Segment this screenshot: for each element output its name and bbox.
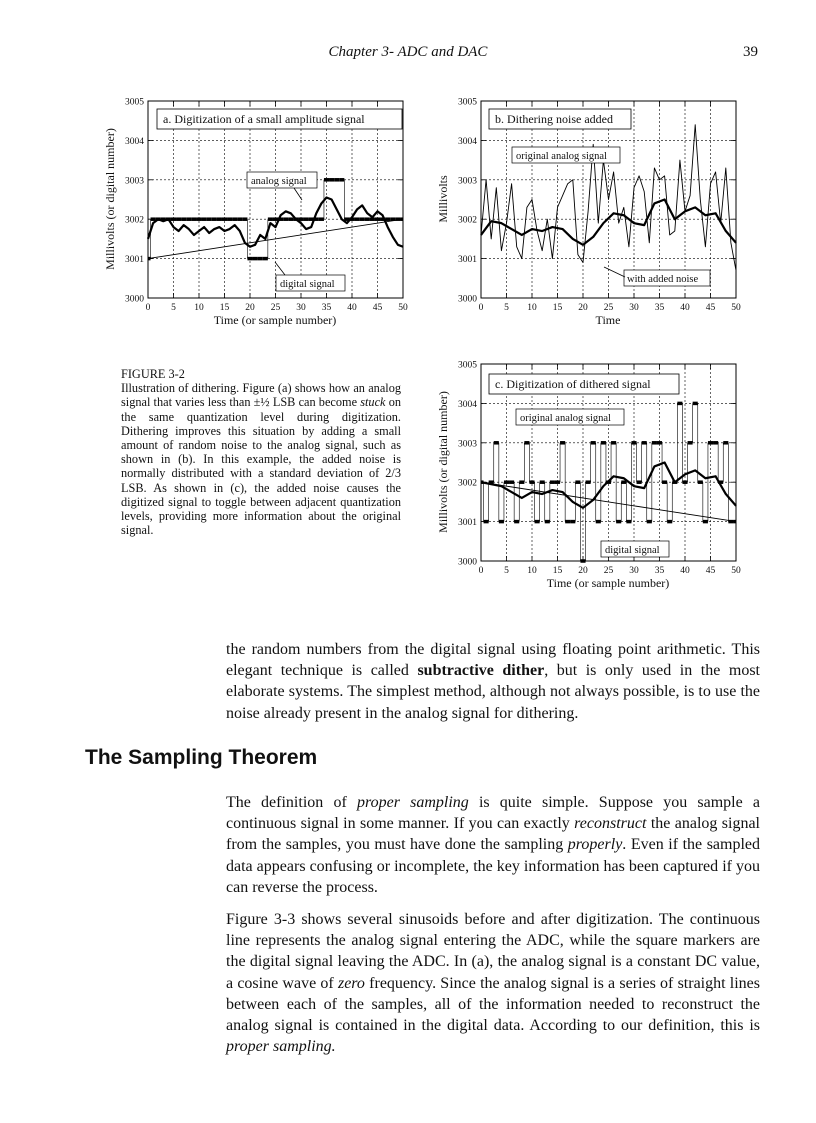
chart-a-title: a. Digitization of a small amplitude signal [163, 112, 365, 126]
chart-b-ytick-label-5: 3005 [458, 97, 477, 108]
chart-c-xtick-label-8: 40 [680, 566, 690, 576]
chart-b-ytick-label-3: 3003 [458, 176, 477, 187]
chart-b-ytick-label-1: 3001 [458, 255, 477, 266]
chart-c-title-box [489, 374, 679, 394]
chart-a-ytick-label-2: 3002 [125, 215, 144, 226]
chart-a-annotation-analog [247, 172, 317, 200]
chart-c-xtick-label-7: 35 [654, 566, 665, 576]
chart-c-ylabel: Millivolts (or digital number) [436, 391, 450, 533]
chart-c-xtick-label-5: 25 [603, 566, 614, 576]
chart-a-ytick-label-3: 3003 [125, 176, 144, 187]
para2-text-a: The definition of [226, 794, 357, 811]
chart-a-ytick-label-4: 3004 [125, 136, 144, 147]
chart-c-dithered-digitization [428, 355, 758, 595]
chart-c-xtick-label-3: 15 [552, 566, 563, 576]
para2-emph-3: properly [567, 836, 623, 854]
chart-b-ylabel: Millivolts [436, 175, 450, 223]
chart-b-ytick-label-0: 3000 [458, 294, 477, 305]
chart-a-xtick-label-4: 20 [245, 303, 255, 313]
chart-b-xtick-label-5: 25 [603, 303, 614, 313]
chart-b-label-original: original analog signal [516, 151, 607, 162]
paragraph-subtractive-dither [226, 639, 760, 724]
chart-b-xtick-label-8: 40 [680, 303, 690, 313]
chart-c-annotation-original [516, 409, 624, 425]
chart-c-label-digital: digital signal [605, 545, 660, 556]
chart-a-ytick-label-5: 3005 [125, 97, 144, 108]
chart-a-xlabel: Time (or sample number) [213, 313, 337, 327]
chapter-header: Chapter 3- ADC and DAC [328, 44, 488, 60]
chart-b-xtick-label-0: 0 [478, 303, 484, 313]
chart-b-xtick-label-1: 5 [504, 303, 509, 313]
chart-a-label-digital: digital signal [280, 279, 335, 290]
para3-text-a: Figure 3-3 shows several sinusoids before and after digitization. The continuous line represents the analog signal entering the ADC, while the square markers are the digital signal leaving the ADC. In (a), the analog signal is a constant DC value, a cosine wave of [226, 911, 760, 992]
chart-c-ytick-label-3: 3003 [458, 439, 477, 450]
chart-a-xtick-label-2: 10 [194, 303, 204, 313]
chart-c-xtick-label-10: 50 [731, 566, 741, 576]
chart-c-xtick-label-6: 30 [629, 566, 639, 576]
chart-a-xtick-label-6: 30 [296, 303, 306, 313]
chart-c-annotation-digital [601, 541, 669, 557]
chart-a-grid [148, 101, 403, 298]
chart-a-xtick-label-3: 15 [219, 303, 230, 313]
figure-caption-text-2: on the same quantization level during digitization. Dithering improves this situation by adding a small amount of random noise to the analog signal, such as shown in (b). In this example, the added noise is normally distributed with a standard deviation of 2/3 LSB. As shown in (c), the added noise causes the digitized signal to toggle between adjacent quantization levels, providing more information about the original signal. [121, 395, 401, 538]
chart-a-ylabel: Millivolts (or digital number) [103, 128, 117, 270]
chart-b-xtick-label-2: 10 [527, 303, 537, 313]
para3-emph-1: zero [337, 974, 365, 992]
chart-b-xtick-label-4: 20 [578, 303, 588, 313]
chart-a-xtick-label-5: 25 [270, 303, 281, 313]
chart-c-xtick-label-1: 5 [504, 566, 509, 576]
paragraph-figure-3-3 [226, 909, 760, 1057]
chart-b-xlabel: Time [595, 313, 621, 327]
page-number: 39 [743, 44, 758, 60]
chart-a-xtick-label-0: 0 [145, 303, 151, 313]
chart-a-ytick-label-1: 3001 [125, 255, 144, 266]
para2-emph-2: reconstruct [574, 815, 647, 833]
chart-a-ytick-label-0: 3000 [125, 294, 144, 305]
chart-a-ticks [125, 98, 408, 314]
chart-a-xtick-label-7: 35 [321, 303, 332, 313]
chart-c-xtick-label-9: 45 [705, 566, 716, 576]
chart-b-title-box [489, 109, 631, 129]
chart-a-xtick-label-10: 50 [398, 303, 408, 313]
chart-c-xlabel: Time (or sample number) [546, 576, 670, 590]
chart-c-label-original: original analog signal [520, 413, 611, 424]
figure-caption-text-1: Illustration of dithering. Figure (a) shows how an analog signal that varies less than ±½ LSB can become [121, 381, 401, 410]
para1-bold-term: subtractive dither [417, 662, 545, 680]
chart-b-annotation-noise [604, 267, 710, 286]
chart-a-xtick-label-1: 5 [171, 303, 176, 313]
chart-b-xtick-label-10: 50 [731, 303, 741, 313]
section-title: The Sampling Theorem [85, 746, 318, 769]
chart-b-annotation-original [512, 147, 620, 163]
chart-c-ytick-label-1: 3001 [458, 518, 477, 529]
para1-text-a: the random numbers from the digital signal using floating point arithmetic. This elegant technique is called [226, 641, 760, 680]
para3-emph-2: proper sampling. [226, 1038, 336, 1056]
chart-c-xtick-label-4: 20 [578, 566, 588, 576]
figure-caption-emph: stuck [360, 395, 386, 410]
chart-c-xtick-label-2: 10 [527, 566, 537, 576]
chart-b-xtick-label-6: 30 [629, 303, 639, 313]
figure-caption-title: FIGURE 3-2 [121, 367, 185, 381]
chart-a-dithering-small-signal [95, 92, 425, 332]
chart-b-ytick-label-2: 3002 [458, 215, 477, 226]
paragraph-proper-sampling [226, 792, 760, 898]
chart-a-annotation-digital [275, 262, 345, 291]
chart-b-noise-added [428, 92, 758, 332]
chart-b-title: b. Dithering noise added [495, 112, 613, 126]
chart-c-ytick-label-2: 3002 [458, 478, 477, 489]
chart-c-title: c. Digitization of dithered signal [495, 377, 651, 391]
chart-b-ytick-label-4: 3004 [458, 136, 477, 147]
chart-b-xtick-label-9: 45 [705, 303, 716, 313]
chart-a-xtick-label-8: 40 [347, 303, 357, 313]
chart-c-ytick-label-4: 3004 [458, 399, 477, 410]
chart-b-xtick-label-3: 15 [552, 303, 563, 313]
para1-text-b: , but is only used in the most elaborate systems. The simplest method, although not always possible, is to use the noise already present in the analog signal for dithering. [226, 662, 760, 722]
chart-a-xtick-label-9: 45 [372, 303, 383, 313]
chart-b-label-noise: with added noise [627, 274, 699, 285]
figure-caption [121, 367, 401, 537]
chart-c-ytick-label-0: 3000 [458, 557, 477, 568]
para2-text-b: is quite simple. Suppose you sample a continuous signal in some manner. If you can exactly [226, 794, 760, 833]
para2-text-d: . Even if the sampled data appears confusing or incomplete, the key information has been captured if you can reverse the process. [226, 836, 761, 896]
chart-c-xtick-label-0: 0 [478, 566, 484, 576]
para2-text-c: the analog signal from the samples, you must have done the sampling [226, 815, 760, 854]
chart-b-xtick-label-7: 35 [654, 303, 665, 313]
para3-text-b: frequency. Since the analog signal is a series of straight lines between each of the samples, all of the information needed to reconstruct the analog signal is contained in the digital data. According to our definition, this is [226, 974, 761, 1035]
chart-a-label-analog: analog signal [251, 176, 307, 187]
chart-c-ytick-label-5: 3005 [458, 360, 477, 371]
para2-emph-1: proper sampling [356, 794, 469, 811]
chart-a-title-box [157, 109, 402, 129]
